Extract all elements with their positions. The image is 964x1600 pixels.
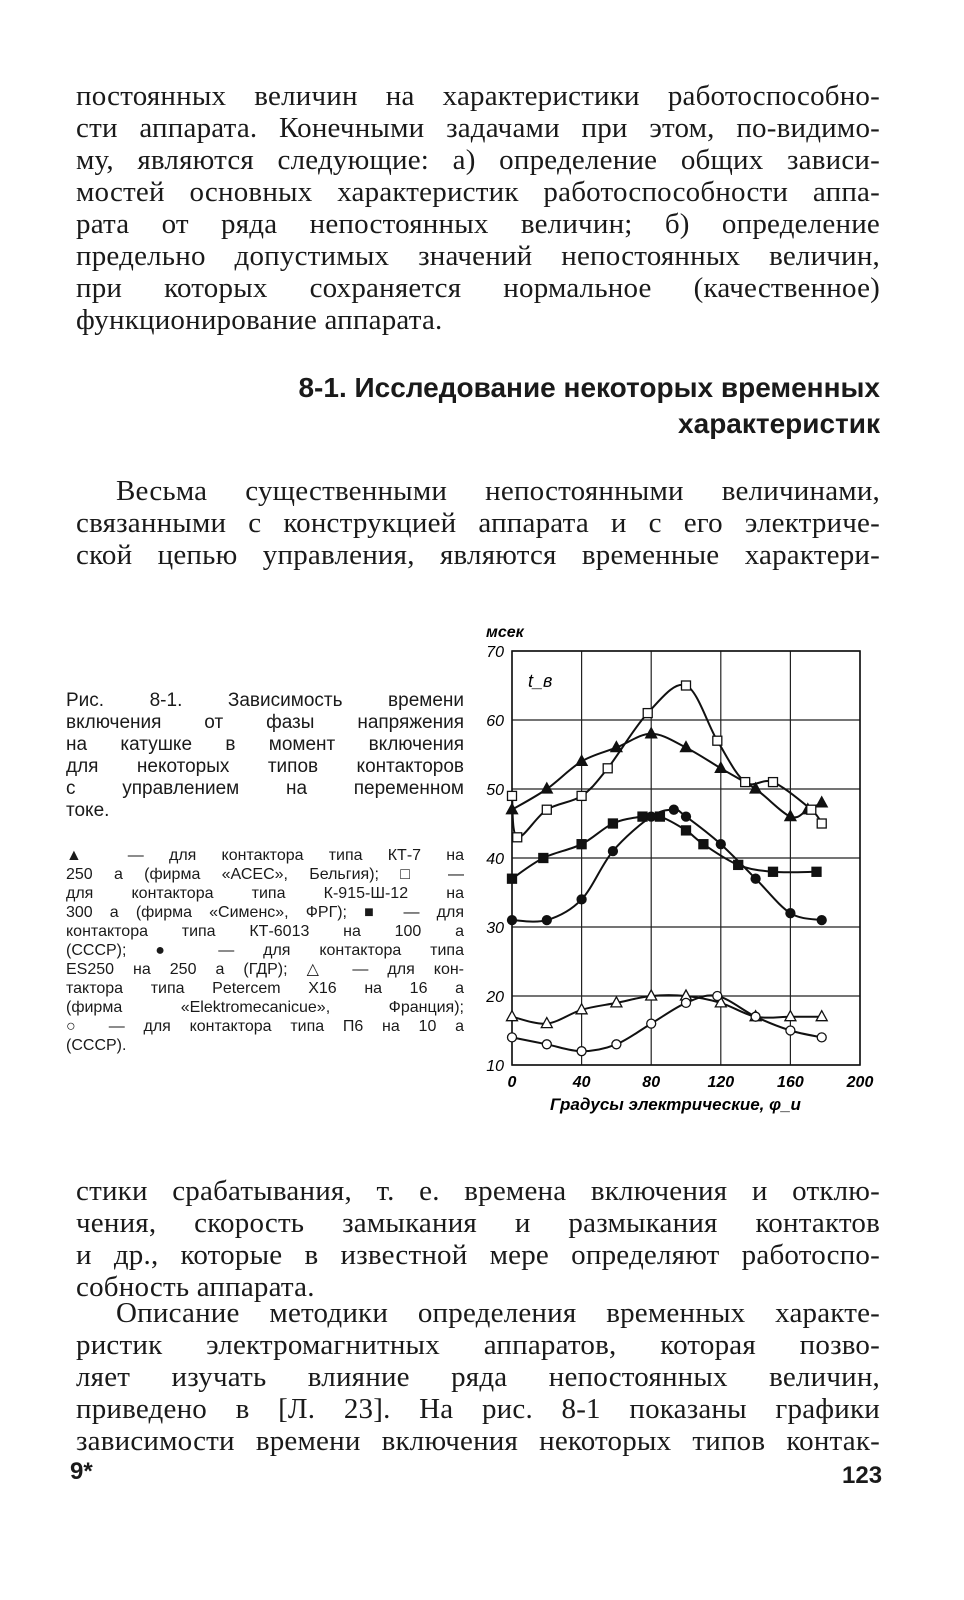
text-line: предельно допустимых значений непостоянных величин,	[76, 240, 880, 272]
x-axis-label: Градусы электрические, φ_u	[550, 1095, 801, 1114]
legend-line: для контактора типа К-915-Ш-12 на	[66, 885, 464, 902]
legend-line: ES250 на 250 а (ГДР); △ — для кон-	[66, 961, 464, 978]
y-tick-label: 40	[486, 851, 504, 868]
data-point	[713, 992, 722, 1001]
text-line: функционирование аппарата.	[76, 304, 443, 336]
data-point	[508, 1033, 517, 1042]
intro-paragraph	[76, 475, 880, 571]
data-point	[541, 783, 552, 793]
last-paragraph	[76, 1297, 880, 1457]
series-open-square	[508, 681, 827, 842]
legend-line: (СССР); ● — для контактора типа	[66, 942, 464, 959]
section-heading	[180, 370, 880, 442]
data-point	[646, 728, 657, 738]
text-line: стики срабатывания, т. е. времена включения и отклю-	[76, 1175, 880, 1207]
text-line: сти аппарата. Конечными задачами при этом, по-видимо-	[76, 112, 880, 144]
text-line: ристик электромагнитных аппаратов, которая позво-	[76, 1329, 880, 1361]
text-line: и др., которые в известной мере определяют работоспо-	[76, 1239, 880, 1271]
data-point	[577, 791, 586, 800]
data-point	[577, 895, 586, 904]
series-filled-square	[508, 812, 822, 883]
data-point	[608, 847, 617, 856]
y-tick-label: 60	[486, 713, 504, 730]
data-point	[612, 1040, 621, 1049]
text-line: ской цепью управления, являются временные характери-	[76, 539, 880, 571]
text-line: при которых сохраняется нормальное (качественное)	[76, 272, 880, 304]
y-tick-label: 70	[486, 644, 504, 661]
data-point	[508, 791, 517, 800]
data-point	[713, 736, 722, 745]
caption-line: токе.	[66, 800, 110, 821]
time-vs-phase-chart	[470, 615, 890, 1125]
legend-line: 250 а (фирма «АСЕС», Бельгия); □ —	[66, 866, 464, 883]
text-line: Описание методики определения временных характе-	[116, 1297, 880, 1329]
series-open-circle	[508, 992, 827, 1056]
legend-line: 300 а (фирма «Сименс», ФРГ); ■ — для	[66, 904, 464, 921]
y-axis-unit-label: мсек	[486, 624, 524, 641]
x-tick-label: 80	[642, 1074, 661, 1091]
y-tick-label: 50	[486, 782, 504, 799]
data-point	[603, 764, 612, 773]
text-line: мостей основных характеристик работоспособности аппа-	[76, 176, 880, 208]
top-paragraph	[76, 80, 880, 336]
y-tick-label: 30	[486, 920, 504, 937]
data-point	[577, 1047, 586, 1056]
text-line: постоянных величин на характеристики работоспособно-	[76, 80, 880, 112]
page-number: 123	[842, 1462, 883, 1489]
series-line	[512, 685, 822, 838]
legend-line: (фирма «Elektromecanicue», Франция);	[66, 999, 464, 1016]
data-point	[542, 805, 551, 814]
series-filled-circle	[508, 805, 827, 924]
data-point	[669, 805, 678, 814]
data-point	[817, 916, 826, 925]
caption-line: Рис. 8-1. Зависимость времени	[66, 690, 464, 711]
text-line: собность аппарата.	[76, 1271, 315, 1303]
x-tick-label: 160	[777, 1074, 804, 1091]
legend-line: тактора типа Petercem X16 на 16 а	[66, 980, 464, 997]
caption-line: на катушке в момент включения	[66, 734, 464, 755]
data-point	[508, 916, 517, 925]
caption-line: для некоторых типов контакторов	[66, 756, 464, 777]
section-heading-line: 8-1. Исследование некоторых временных	[298, 372, 880, 403]
data-point	[682, 826, 691, 835]
curve-label: t_в	[528, 671, 553, 691]
data-point	[769, 867, 778, 876]
series-line	[512, 995, 822, 1051]
after-figure-paragraph	[76, 1175, 880, 1303]
data-point	[507, 1011, 518, 1021]
legend-line: контактора типа КТ-6013 на 100 а	[66, 923, 464, 940]
x-tick-label: 0	[507, 1074, 517, 1091]
data-point	[812, 867, 821, 876]
figure-legend	[66, 846, 464, 1055]
data-point	[508, 874, 517, 883]
data-point	[786, 1026, 795, 1035]
data-point	[682, 812, 691, 821]
caption-line: включения от фазы напряжения	[66, 712, 464, 733]
x-tick-label: 40	[572, 1074, 591, 1091]
data-point	[816, 797, 827, 807]
signature-mark: 9*	[70, 1458, 93, 1485]
figure-caption	[66, 690, 464, 822]
text-line: ляет изучать влияние ряда непостоянных величин,	[76, 1361, 880, 1393]
y-tick-label: 20	[486, 989, 504, 1006]
data-point	[751, 1012, 760, 1021]
data-point	[513, 833, 522, 842]
text-line: зависимости времени включения некоторых типов контак-	[76, 1425, 880, 1457]
data-point	[716, 840, 725, 849]
x-tick-label: 200	[846, 1074, 874, 1091]
data-point	[542, 1040, 551, 1049]
data-point	[741, 778, 750, 787]
data-point	[682, 681, 691, 690]
caption-line: с управлением на переменном	[66, 778, 464, 799]
legend-line: ▲ — для контактора типа КТ-7 на	[66, 847, 464, 864]
data-point	[577, 840, 586, 849]
text-line: рата от ряда непостоянных величин; б) определение	[76, 208, 880, 240]
data-point	[715, 762, 726, 772]
data-point	[807, 805, 816, 814]
legend-line: ○ — для контактора типа П6 на 10 а	[66, 1018, 464, 1035]
data-point	[647, 1019, 656, 1028]
data-point	[786, 909, 795, 918]
data-point	[643, 709, 652, 718]
data-point	[817, 819, 826, 828]
text-line: приведено в [Л. 23]. На рис. 8-1 показаны графики	[76, 1393, 880, 1425]
section-heading-line: характеристик	[678, 408, 880, 439]
text-line: связанными с конструкцией аппарата и с его электриче-	[76, 507, 880, 539]
data-point	[682, 998, 691, 1007]
series-line	[512, 995, 822, 1024]
data-point	[647, 812, 656, 821]
data-point	[769, 778, 778, 787]
data-point	[699, 840, 708, 849]
y-tick-label: 10	[486, 1058, 504, 1075]
data-point	[542, 916, 551, 925]
text-line: му, являются следующие: а) определение общих зависи-	[76, 144, 880, 176]
data-point	[751, 874, 760, 883]
x-tick-label: 120	[707, 1074, 735, 1091]
text-line: чения, скорость замыкания и размыкания контактов	[76, 1207, 880, 1239]
legend-line: (СССР).	[66, 1037, 127, 1054]
text-line: Весьма существенными непостоянными величинами,	[116, 475, 880, 507]
data-point	[608, 819, 617, 828]
data-point	[539, 854, 548, 863]
data-point	[817, 1033, 826, 1042]
series-line	[512, 810, 822, 922]
chart-series	[507, 681, 828, 1056]
